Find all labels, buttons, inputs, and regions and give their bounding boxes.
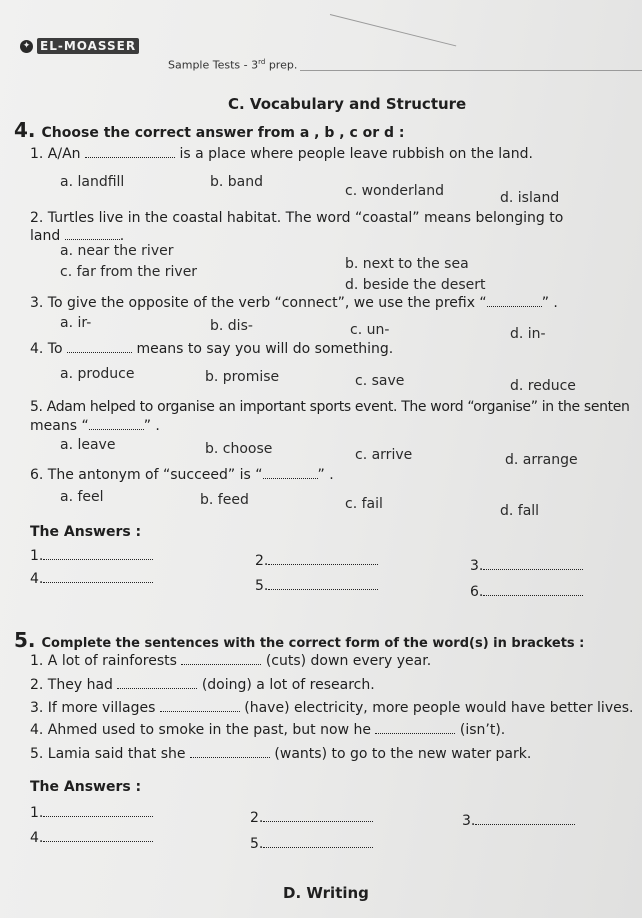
answer-number: 5. [250,836,264,852]
q5-item-5-start: 5. Lamia said that she [30,746,186,762]
q5-item-5-rest: (wants) to go to the new water park. [274,746,532,762]
q4-item-1 [30,146,533,162]
option-d[interactable]: d. in- [510,326,546,342]
q5-answer-slot [250,836,373,852]
answer-blank[interactable] [65,238,120,240]
option-a[interactable]: a. feel [60,489,104,505]
q4-answer-slot [30,571,153,587]
q5-answer-slot [462,813,575,829]
option-a[interactable]: a. ir- [60,315,92,331]
q4-answer-slot [255,578,378,594]
question-4-number: 4. [14,118,36,142]
answer-blank[interactable] [268,563,378,565]
q4-item-3-end: ” . [541,295,558,311]
q4-item-2-line1: 2. Turtles live in the coastal habitat. The word “coastal” means belonging to [30,210,564,226]
option-b[interactable]: b. next to the sea [345,256,469,272]
q5-answers-label: The Answers : [30,779,142,795]
q5-answer-slot [30,805,153,821]
answer-number: 5. [255,578,269,594]
answer-blank[interactable] [160,710,240,712]
option-b[interactable]: b. band [210,174,264,190]
option-d[interactable]: d. beside the desert [345,277,486,293]
grade-suffix: rd [258,58,266,66]
answer-blank[interactable] [483,594,583,596]
q4-answer-slot [470,584,583,600]
answer-number: 6. [470,584,484,600]
q5-item-4-start: 4. Ahmed used to smoke in the past, but now he [30,722,371,738]
answer-number: 2. [250,810,264,826]
q5-item-2-start: 2. They had [30,677,113,693]
q4-item-3 [30,295,558,311]
q5-item-5 [30,746,531,762]
decorative-curve [330,14,456,46]
q4-item-5-line2 [30,418,160,434]
question-4-text: Choose the correct answer from a , b , c or d : [41,125,405,141]
q4-item-1-start: 1. A/An [30,146,81,162]
question-5-text: Complete the sentences with the correct form of the word(s) in brackets : [41,636,585,651]
option-a[interactable]: a. near the river [60,243,174,259]
q5-item-4-rest: (isn’t). [459,722,506,738]
answer-number: 4. [30,830,44,846]
q5-item-4 [30,722,505,738]
q4-item-4 [30,341,393,357]
answer-blank[interactable] [263,846,373,848]
option-c[interactable]: c. far from the river [60,264,198,280]
option-b[interactable]: b. promise [205,369,280,385]
q4-item-4-start: 4. To [30,341,63,357]
option-b[interactable]: b. dis- [210,318,253,334]
sample-tests-label: Sample Tests - 3 [168,58,259,72]
header-title [168,58,297,72]
answer-number: 1. [30,805,44,821]
answer-blank[interactable] [263,477,318,479]
logo-text: EL-MOASSER [37,38,139,54]
q4-answer-slot [470,558,583,574]
q4-item-4-rest: means to say you will do something. [136,341,394,357]
q4-item-5-end: ” . [143,418,160,434]
section-d-title: D. Writing [283,884,369,902]
answer-blank[interactable] [475,823,575,825]
answer-blank[interactable] [43,558,153,560]
q5-answer-slot [250,810,373,826]
answer-blank[interactable] [268,588,378,590]
q4-answers-label: The Answers : [30,524,142,540]
answer-blank[interactable] [375,732,455,734]
option-d[interactable]: d. fall [500,503,540,519]
publisher-logo [20,38,139,54]
question-5-number: 5. [14,628,36,652]
option-d[interactable]: d. reduce [510,378,576,394]
question-4-instruction [14,118,405,142]
prep-label: prep. [268,58,298,72]
q4-item-6-start: 6. The antonym of “succeed” is “ [30,467,263,483]
answer-blank[interactable] [487,305,542,307]
q5-item-3-rest: (have) electricity, more people would have better lives. [244,700,634,716]
answer-number: 3. [462,813,476,829]
q4-item-3-start: 3. To give the opposite of the verb “connect”, we use the prefix “ [30,295,487,311]
q5-item-1-rest: (cuts) down every year. [265,653,432,669]
q4-item-5-start: means “ [30,418,89,434]
logo-icon: ✦ [20,40,33,53]
answer-blank[interactable] [117,687,197,689]
option-a[interactable]: a. landfill [60,174,125,190]
answer-blank[interactable] [263,820,373,822]
answer-blank[interactable] [43,581,153,583]
option-c[interactable]: c. arrive [355,447,413,463]
q4-item-1-rest: is a place where people leave rubbish on the land. [179,146,533,162]
q4-item-6-end: ” . [317,467,334,483]
answer-number: 4. [30,571,44,587]
answer-blank[interactable] [85,156,175,158]
q4-answer-slot [255,553,378,569]
answer-blank[interactable] [190,756,270,758]
q5-item-2 [30,677,375,693]
answer-blank[interactable] [483,568,583,570]
option-a[interactable]: a. produce [60,366,135,382]
option-a[interactable]: a. leave [60,437,116,453]
header-rule [300,70,642,71]
option-c[interactable]: c. fail [345,496,383,512]
answer-blank[interactable] [43,815,153,817]
q5-item-1-start: 1. A lot of rainforests [30,653,177,669]
q5-item-3 [30,700,633,716]
q5-answer-slot [30,830,153,846]
option-d[interactable]: d. arrange [505,452,578,468]
option-b[interactable]: b. feed [200,492,249,508]
section-c-title: C. Vocabulary and Structure [228,95,467,113]
answer-blank[interactable] [181,663,261,665]
option-c[interactable]: c. un- [350,322,390,338]
answer-blank[interactable] [43,840,153,842]
q5-item-2-rest: (doing) a lot of research. [201,677,375,693]
q4-answer-slot [30,548,153,564]
q4-item-2-end: . [119,228,125,244]
q4-item-2-line2 [30,228,124,244]
q5-item-3-start: 3. If more villages [30,700,156,716]
option-c[interactable]: c. wonderland [345,183,444,199]
answer-number: 2. [255,553,269,569]
q5-item-1 [30,653,431,669]
option-c[interactable]: c. save [355,373,405,389]
question-5-instruction [14,628,584,652]
option-b[interactable]: b. choose [205,441,273,457]
option-d[interactable]: d. island [500,190,560,206]
answer-blank[interactable] [67,351,132,353]
answer-number: 1. [30,548,44,564]
answer-number: 3. [470,558,484,574]
answer-blank[interactable] [89,428,144,430]
q4-item-6 [30,467,334,483]
q4-item-2-start: land [30,228,61,244]
q4-item-5-line1: 5. Adam helped to organise an important sports event. The word “organise” in the senten [30,399,630,415]
